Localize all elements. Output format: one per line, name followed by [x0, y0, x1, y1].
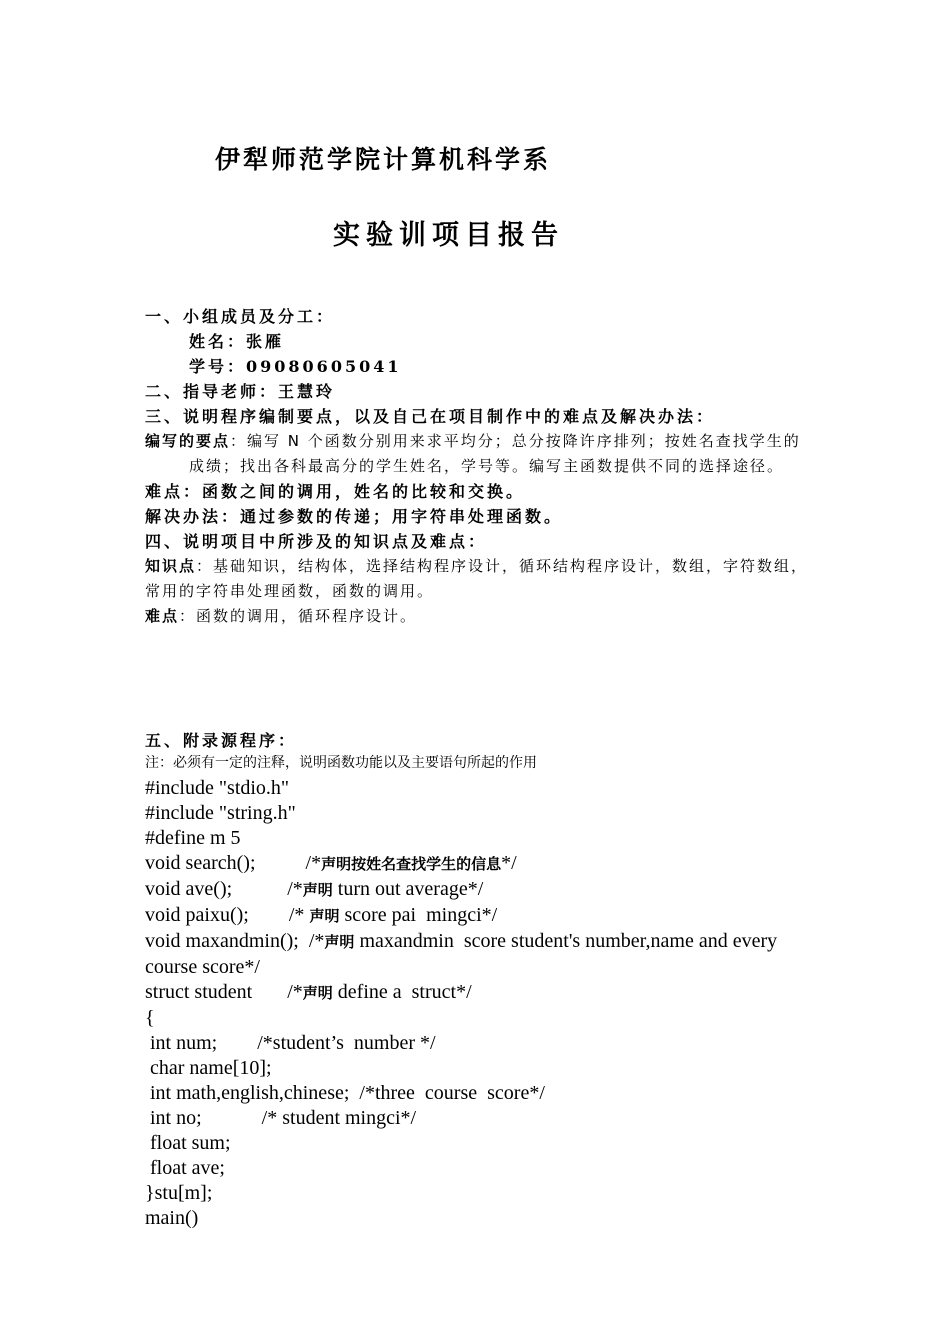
- code-segment: turn out average*/: [332, 878, 484, 900]
- section1-heading: 一、小组成员及分工：: [145, 307, 336, 326]
- code-line: int no; /* student mingci*/: [145, 1107, 417, 1129]
- code-segment: maxandmin score student's number,name and every course score*/: [145, 930, 783, 978]
- code-segment: */: [501, 852, 517, 874]
- code-segment: void search(); /*: [145, 852, 322, 874]
- section4-heading: 四、说明项目中所涉及的知识点及难点：: [145, 532, 488, 551]
- points-label: 编写的要点: [145, 432, 231, 450]
- section3-difficulty: 难点：函数之间的调用，姓名的比较和交换。: [145, 482, 526, 501]
- code-line: [145, 903, 825, 929]
- member-id-line: [145, 354, 810, 379]
- code-line: #include "stdio.h": [145, 777, 290, 799]
- code-segment: score pai mingci*/: [339, 904, 498, 926]
- code-line: [145, 851, 825, 877]
- knowledge-label: 知识点: [145, 557, 197, 575]
- code-segment: void maxandmin(); /*: [145, 930, 325, 952]
- code-line: int num; /*student’s number */: [145, 1032, 436, 1054]
- code-line: char name[10];: [145, 1057, 272, 1079]
- programming-points: [145, 429, 810, 479]
- department-title: 伊犁师范学院计算机科学系: [215, 145, 552, 174]
- id-label: 学号：: [189, 357, 247, 376]
- difficulty-text: ：函数的调用，循环程序设计。: [179, 607, 418, 625]
- code-line: main(): [145, 1207, 199, 1229]
- section4-difficulty: [145, 604, 810, 629]
- section5-heading: 五、附录源程序：: [145, 731, 298, 750]
- knowledge-points: [145, 554, 810, 604]
- name-value: 张雁: [246, 332, 285, 351]
- knowledge-text: ：基础知识，结构体，选择结构程序设计，循环结构程序设计，数组，字符数组，常用的字符串处理函数，函数的调用。: [145, 557, 809, 600]
- id-value: 09080605041: [246, 357, 402, 376]
- code-line: float ave;: [145, 1157, 225, 1179]
- code-comment-cjk: 声明: [302, 881, 333, 899]
- section2-line: [145, 379, 810, 404]
- difficulty-label: 难点: [145, 607, 180, 625]
- code-comment-cjk: 声明: [324, 933, 355, 951]
- code-line: [145, 877, 825, 903]
- report-body: [145, 304, 810, 629]
- code-line: int math,english,chinese; /*three course score*/: [145, 1082, 545, 1104]
- points-text: ：编写 N 个函数分别用来求平均分；总分按降许序排列；按姓名查找学生的成绩；找出各科最高分的学生姓名，学号等。编写主函数提供不同的选择途径。: [189, 432, 801, 475]
- code-line: [145, 980, 825, 1006]
- section3-solution: 解决办法：通过参数的传递；用字符串处理函数。: [145, 507, 564, 526]
- code-comment-cjk: 声明: [309, 907, 340, 925]
- code-segment: void paixu(); /*: [145, 904, 310, 926]
- report-title: 实验训项目报告: [333, 220, 564, 251]
- code-line: {: [145, 1007, 155, 1029]
- code-line: #define m 5: [145, 827, 241, 849]
- section3-heading: 三、说明程序编制要点，以及自己在项目制作中的难点及解决办法：: [145, 407, 716, 426]
- source-code: [145, 776, 825, 1231]
- code-comment-cjk: 声明: [302, 984, 333, 1002]
- member-name-line: [145, 329, 810, 354]
- code-segment: void ave(); /*: [145, 878, 303, 900]
- code-comment-cjk: 声明按姓名查找学生的信息: [321, 855, 502, 873]
- name-label: 姓名：: [189, 332, 247, 351]
- code-line: [145, 929, 825, 980]
- annotation-note: 注：必须有一定的注释，说明函数功能以及主要语句所起的作用: [145, 755, 537, 771]
- teacher-name: 王慧玲: [278, 382, 336, 401]
- code-line: #include "string.h": [145, 802, 296, 824]
- code-line: float sum;: [145, 1132, 231, 1154]
- code-segment: struct student /*: [145, 981, 303, 1003]
- section2-heading: 二、指导老师：: [145, 382, 279, 401]
- code-segment: define a struct*/: [332, 981, 472, 1003]
- code-line: }stu[m];: [145, 1182, 213, 1204]
